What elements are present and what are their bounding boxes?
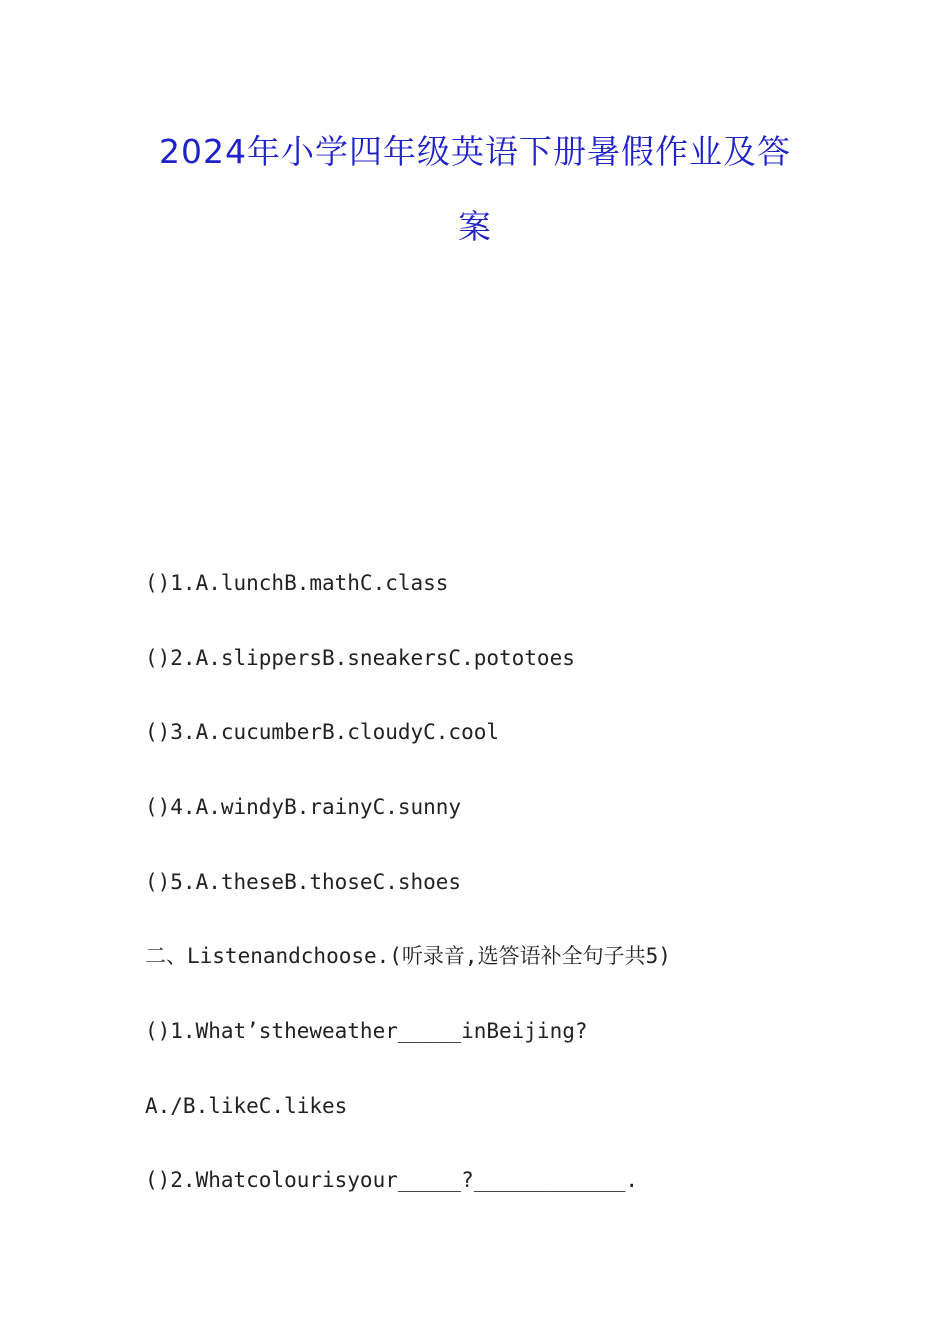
question-line: ()4.A.windyB.rainyC.sunny bbox=[145, 795, 462, 819]
document-title-line-2: 案 bbox=[458, 207, 492, 246]
question-line: ()2.Whatcolourisyour_____?____________. bbox=[145, 1168, 639, 1192]
section-heading: 二、Listenandchoose.(听录音,选答语补全句子共5) bbox=[145, 944, 671, 968]
question-line: ()1.A.lunchB.mathC.class bbox=[145, 571, 449, 595]
document-title-line-1: 2024年小学四年级英语下册暑假作业及答 bbox=[159, 132, 791, 171]
answer-options: A./B.likeC.likes bbox=[145, 1094, 348, 1118]
question-line: ()5.A.theseB.thoseC.shoes bbox=[145, 870, 462, 894]
question-line: ()3.A.cucumberB.cloudyC.cool bbox=[145, 720, 500, 744]
question-line: ()1.What’stheweather_____inBeijing? bbox=[145, 1019, 588, 1043]
question-line: ()2.A.slippersB.sneakersC.pototoes bbox=[145, 646, 575, 670]
